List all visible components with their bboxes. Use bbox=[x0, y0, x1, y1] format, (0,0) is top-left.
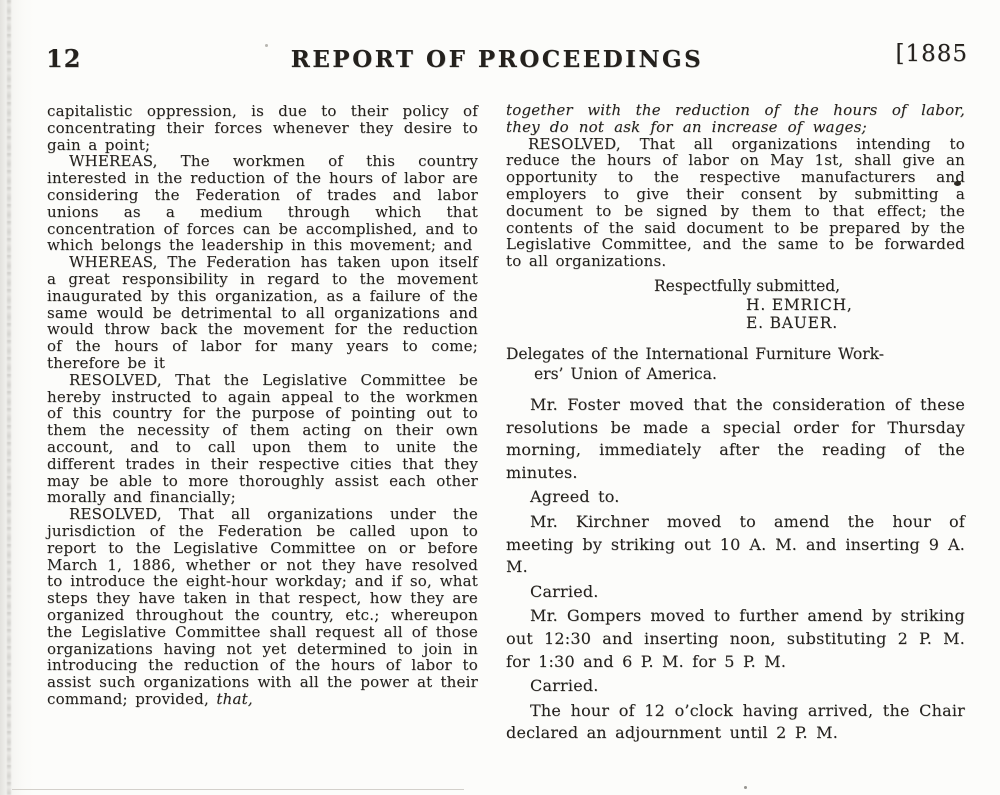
minutes-entry: The hour of 12 o’clock having arrived, the Chair declared an adjournment until 2 P. M. bbox=[506, 700, 965, 743]
minutes-entry: Mr. Kirchner moved to amend the hour of meeting by striking out 10 A. M. and inserting 9 A. M. bbox=[506, 511, 965, 577]
paragraph-continuation: capitalistic oppression, is due to their policy of concentrating their forces whenever they desire to gain a point; bbox=[47, 102, 478, 154]
page-title: REPORT OF PROCEEDINGS bbox=[290, 46, 704, 73]
scan-artifact-line bbox=[12, 789, 464, 790]
signature-closing: Respectfully submitted, bbox=[654, 276, 841, 295]
binding-edge-shadow bbox=[0, 0, 36, 795]
binding-edge-streak bbox=[7, 0, 11, 795]
signatory-name: H. EMRICH, bbox=[746, 295, 853, 314]
minutes-section bbox=[506, 394, 965, 745]
paragraph-resolved-3: RESOLVED, That all organizations intending to reduce the hours of labor on May 1st, shall give an opportunity to the respective manufacturers and employers to give their consent by submitting a document to be signed by them to that effect; the contents of the said document to be prepared by the Legislative Committee, and the same to be forwarded to all organizations. bbox=[506, 134, 965, 271]
minutes-entry: Agreed to. bbox=[530, 487, 620, 507]
minutes-entry: Carried. bbox=[530, 676, 599, 696]
delegates-line: Delegates of the International Furniture Work- bbox=[506, 344, 885, 363]
minutes-entry: Carried. bbox=[530, 581, 599, 601]
paragraph-italic-text: that, bbox=[216, 689, 253, 708]
minutes-entry: Mr. Foster moved that the consideration of these resolutions be made a special order for Thursday morning, immediately after the reading of the minutes. bbox=[506, 394, 965, 482]
page-number: 12 bbox=[46, 44, 82, 73]
right-column bbox=[506, 102, 965, 745]
left-column bbox=[47, 103, 478, 708]
signatory-name: E. BAUER. bbox=[746, 314, 838, 333]
delegates-note bbox=[506, 344, 965, 384]
paragraph-text: RESOLVED, That all organizations under the jurisdiction of the Federation be called upon to report to the Legislative Committee on or before March 1, 1886, whether or not they have resolved to introduce the eight-hour workday; and if so, what steps they have taken in that respect, how they are organized throughout the country, etc.; whereupon the Legislative Committee shall request all of those organizations having not yet determined to join in introducing the reduction of the hours of labor to assist such organizations with all the power at their command; provided, bbox=[47, 505, 478, 708]
paragraph-whereas-1: WHEREAS, The workmen of this country interested in the reduction of the hours of labor are considering the Federation of trades and labor unions as a medium through which that concentration of forces can be accomplished, and to which belongs the leadership in this movement; and bbox=[47, 152, 478, 255]
delegates-line: ers’ Union of America. bbox=[534, 364, 717, 383]
paragraph-whereas-2: WHEREAS, The Federation has taken upon itself a great responsibility in regard to the movement inaugurated by this organization, as a failure of the same would be detrimental to all organizations and would throw back the movement for the reduction of the hours of labor for many years to come; therefore be it bbox=[47, 253, 478, 372]
year-marker: [1885 bbox=[895, 41, 968, 67]
paragraph-resolved-2 bbox=[47, 506, 478, 708]
paragraph-resolved-1: RESOLVED, That the Legislative Committee be hereby instructed to again appeal to the workmen of this country for the purpose of pointing out to them the necessity of them acting on their own account, and to call upon them to unite the different trades in their respective cities that they may be able to more thoroughly assist each other morally and financially; bbox=[47, 370, 478, 507]
paragraph-italic-proviso: together with the reduction of the hours of labor, they do not ask for an increase of wages; bbox=[506, 101, 965, 136]
ink-speck bbox=[744, 786, 747, 789]
minutes-entry: Mr. Gompers moved to further amend by striking out 12:30 and inserting noon, substituting 2 P. M. for 1:30 and 6 P. M. for 5 P. M. bbox=[506, 606, 965, 671]
